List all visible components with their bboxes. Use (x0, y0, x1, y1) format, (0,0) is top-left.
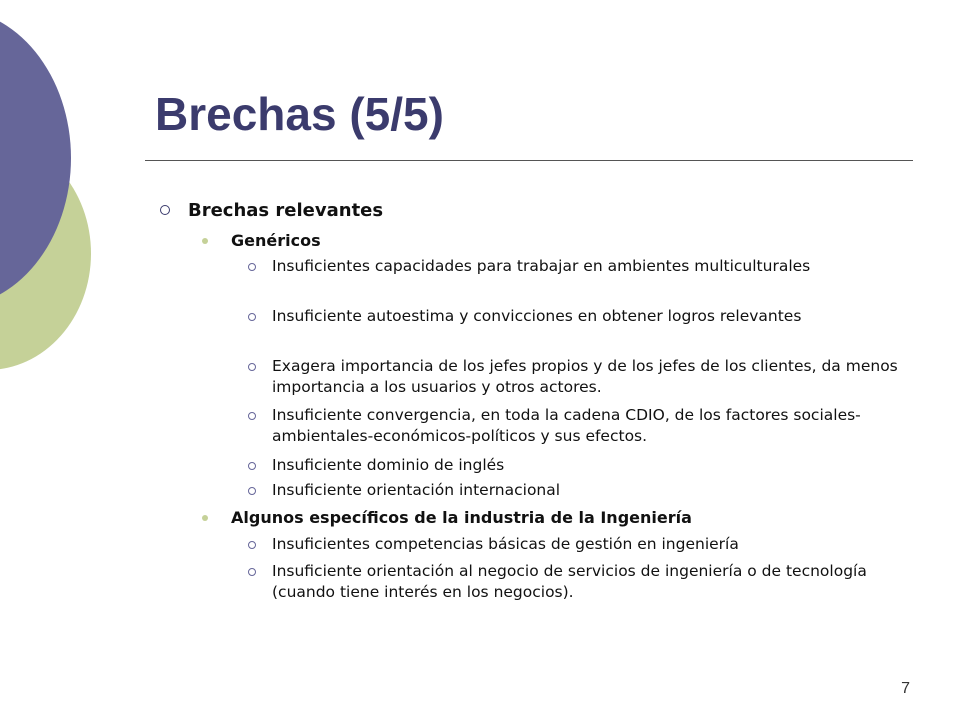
list-item-text: Insuficientes capacidades para trabajar en ambientes multiculturales (272, 257, 811, 275)
list-item (248, 306, 908, 327)
hollow-circle-bullet-icon (248, 462, 256, 470)
list-item-text: Insuficiente orientación internacional (272, 481, 561, 499)
list-item-text: Exagera importancia de los jefes propios y de los jefes de los clientes, da menos importancia a los usuarios y otros actores. (272, 357, 898, 396)
hollow-circle-bullet-icon (248, 412, 256, 420)
list-item (248, 405, 908, 447)
list-item (248, 455, 908, 476)
list-item (248, 356, 908, 398)
hollow-circle-bullet-icon (248, 568, 256, 576)
section-label: Algunos específicos de la industria de la Ingeniería (231, 508, 692, 527)
list-item-text: Insuficiente dominio de inglés (272, 456, 505, 474)
list-item-text: Insuficientes competencias básicas de gestión en ingeniería (272, 535, 739, 553)
hollow-circle-bullet-icon (248, 541, 256, 549)
hollow-circle-bullet-icon (160, 205, 170, 215)
hollow-circle-bullet-icon (248, 363, 256, 371)
list-item (248, 256, 908, 277)
dot-bullet-icon (202, 515, 208, 521)
dot-bullet-icon (202, 238, 208, 244)
list-item-text: Insuficiente orientación al negocio de servicios de ingeniería o de tecnología (cuando tiene interés en los negocios). (272, 562, 867, 601)
list-item (248, 534, 908, 555)
hollow-circle-bullet-icon (248, 487, 256, 495)
page-number: 7 (901, 680, 910, 697)
list-item (248, 561, 908, 603)
hollow-circle-bullet-icon (248, 263, 256, 271)
section-label: Genéricos (231, 231, 321, 250)
heading-text: Brechas relevantes (188, 200, 384, 221)
slide-title: Brechas (5/5) (155, 88, 444, 140)
list-item (248, 480, 908, 501)
title-divider (145, 160, 913, 161)
hollow-circle-bullet-icon (248, 313, 256, 321)
list-item-text: Insuficiente autoestima y convicciones en obtener logros relevantes (272, 307, 802, 325)
list-item-text: Insuficiente convergencia, en toda la cadena CDIO, de los factores sociales-ambientales-económicos-políticos y sus efectos. (272, 406, 861, 445)
